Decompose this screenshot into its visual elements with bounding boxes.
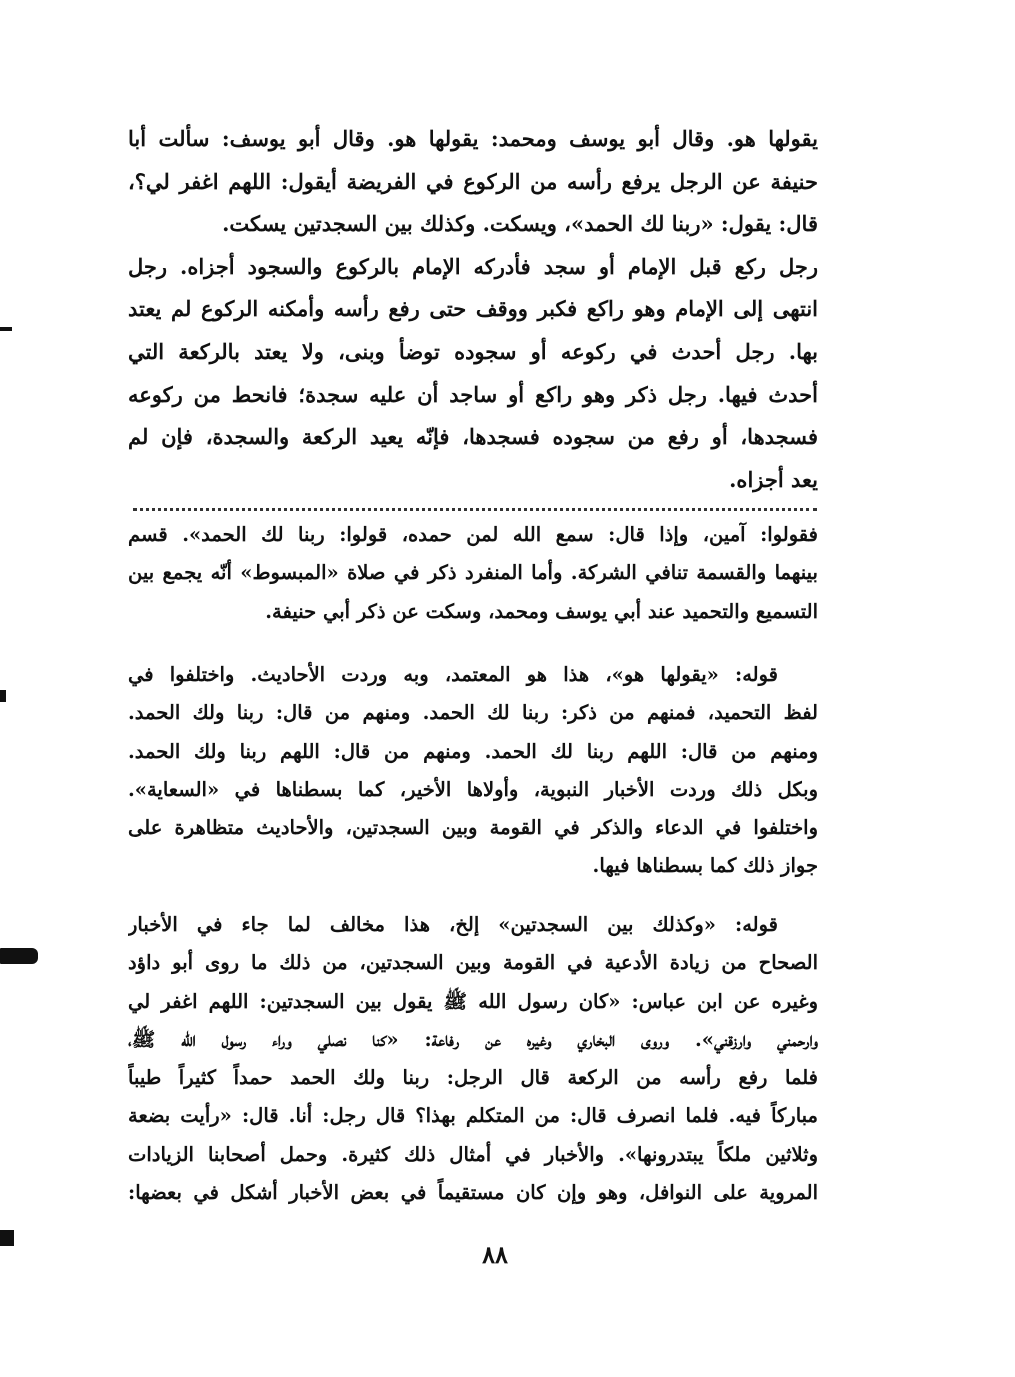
- main-text-line: بها. رجل أحدث في ركوعه أو سجوده توضأ وبنى، ولا يعتد بالركعة التي: [128, 338, 818, 364]
- main-text-block: [128, 118, 818, 501]
- main-text-line: انتهى إلى الإمام وهو راكع فكبر ووقف حتى رفع رأسه وأمكنه الركوع لم يعتد: [128, 296, 818, 322]
- commentary-line: قوله: «وكذلك بين السجدتين» إلخ، هذا مخالف لما جاء في الأخبار: [128, 913, 778, 936]
- commentary-line: فلما رفع رأسه من الركعة قال الرجل: ربنا ولك الحمد حمداً كثيراً طيباً: [128, 1066, 818, 1090]
- commentary-line: التسميع والتحميد عند أبي يوسف ومحمد، وسكت عن ذكر أبي حنيفة.: [265, 599, 818, 623]
- commentary-line: ومنهم من قال: اللهم ربنا لك الحمد. ومنهم من قال: اللهم ربنا ولك الحمد.: [128, 739, 818, 763]
- commentary-line: وثلاثين ملكاً يبتدرونها». والأخبار في أمثال ذلك كثيرة. وحمل أصحابنا الزيادات: [128, 1142, 818, 1166]
- scan-artifact-mark: [0, 1230, 14, 1246]
- commentary-line: وغيره عن ابن عباس: «كان رسول الله ﷺ يقول بين السجدتين: اللهم اغفر لي: [128, 989, 818, 1013]
- dotted-divider: [133, 508, 817, 511]
- main-text-line: فسجدها، أو رفع من سجوده فسجدها، فإنّه يعيد الركعة والسجدة، فإن لم: [128, 424, 818, 450]
- commentary-line: وبكل ذلك وردت الأخبار النبوية، وأولاها الأخير، كما بسطناها في «السعاية».: [128, 777, 818, 801]
- commentary-line: وارحمني وارزقني». وروى البخاري وغيره عن رفاعة: «كنا نصلي وراء رسول الله ﷺ،: [128, 1027, 818, 1051]
- commentary-line: فقولوا: آمين، وإذا قال: سمع الله لمن حمده، قولوا: ربنا لك الحمد». قسم: [128, 523, 818, 546]
- scan-artifact-mark: [0, 690, 6, 702]
- commentary-line: قوله: «يقولها هو»، هذا هو المعتمد، وبه وردت الأحاديث. واختلفوا في: [128, 663, 778, 686]
- main-text-line: رجل ركع قبل الإمام أو سجد فأدركه الإمام بالركوع والسجود أجزاه. رجل: [128, 253, 818, 279]
- main-text-line: يعد أجزاه.: [729, 466, 818, 492]
- main-text-line: حنيفة عن الرجل يرفع رأسه من الركوع في الفريضة أيقول: اللهم اغفر لي؟،: [128, 168, 818, 194]
- commentary-line: جواز ذلك كما بسطناها فيها.: [592, 854, 818, 878]
- commentary-line: مباركاً فيه. فلما انصرف قال: من المتكلم بهذا؟ قال رجل: أنا. قال: «رأيت بضعة: [128, 1104, 818, 1128]
- main-text-line: قال: يقول: «ربنا لك الحمد»، ويسكت. وكذلك بين السجدتين يسكت.: [222, 211, 818, 237]
- commentary-paragraph-1: [128, 516, 818, 631]
- commentary-line: الصحاح من زيادة الأدعية في القومة وبين السجدتين، من ذلك ما روى أبو داؤد: [128, 951, 818, 975]
- commentary-line: لفظ التحميد، فمنهم من ذكر: ربنا لك الحمد. ومنهم من قال: ربنا ولك الحمد.: [128, 701, 818, 725]
- commentary-line: واختلفوا في الدعاء والذكر في القومة وبين السجدتين، والأحاديث متظاهرة على: [128, 816, 818, 840]
- main-text-line: أحدث فيها. رجل ذكر وهو راكع أو ساجد أن عليه سجدة؛ فانحط من ركوعه: [128, 381, 818, 407]
- commentary-line: بينهما والقسمة تنافي الشركة. وأما المنفرد ذكر في صلاة «المبسوط» أنّه يجمع بين: [128, 561, 818, 585]
- commentary-paragraph-2: [128, 656, 818, 886]
- page-number: ٨٨: [482, 1240, 508, 1269]
- commentary-line: المروية على النوافل، وهو وإن كان مستقيماً في بعض الأخبار أشكل في بعضها:: [128, 1181, 818, 1205]
- scan-artifact-mark: [0, 327, 12, 331]
- main-text-line: يقولها هو. وقال أبو يوسف ومحمد: يقولها هو. وقال أبو يوسف: سألت أبا: [128, 126, 818, 151]
- commentary-paragraph-3: [128, 906, 818, 1212]
- scan-artifact-mark: [0, 948, 38, 964]
